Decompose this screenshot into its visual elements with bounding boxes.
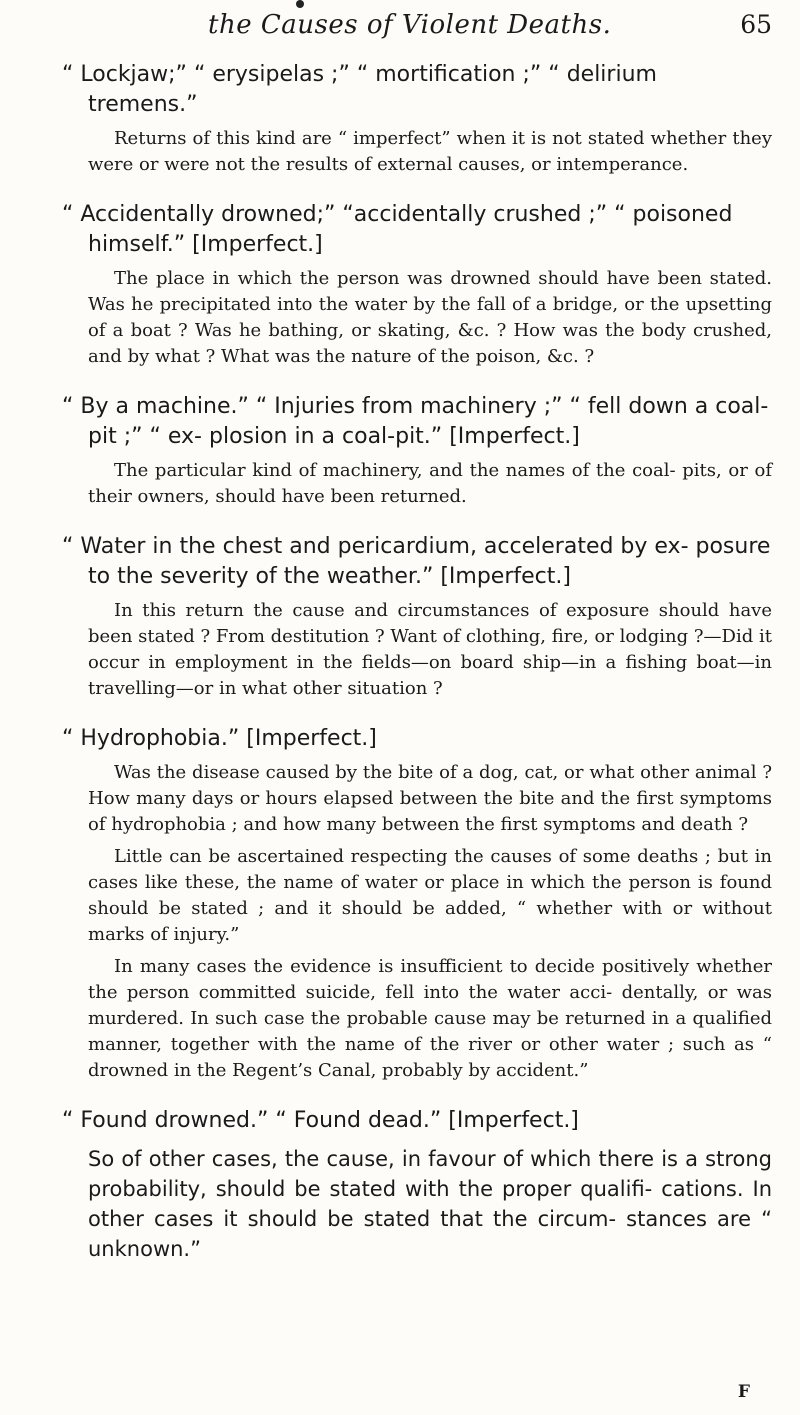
entry-note: In this return the cause and circumstances of exposure should have been stated ? From destitution ? Want of clothing, fire, or lodging ?—Did it occur in employment in the fields—on board ship—in a fishing boat—in travelling—or in what other situation ? — [88, 600, 772, 699]
entry-machine — [62, 392, 772, 510]
page-header — [0, 0, 800, 60]
entry-heading: “ Water in the chest and pericardium, accelerated by ex- posure to the severity of the weather.” [Imperfect.] — [62, 534, 771, 589]
entry-heading: “ Hydrophobia.” [Imperfect.] — [62, 726, 377, 751]
paragraph: Little can be ascertained respecting the causes of some deaths ; but in cases like these, the name of water or place in which the person is found should be stated ; and it should be added, “ whether with or without marks of injury.” — [88, 846, 772, 945]
ink-dot — [296, 0, 304, 8]
paragraph: In many cases the evidence is insufficient to decide positively whether the person committed suicide, fell into the water acci- dentally, or was murdered. In such case the probable cause may be returned in a qualified manner, together with the name of the river or other water ; such as “ drowned in the Regent’s Canal, probably by accident.” — [88, 956, 772, 1081]
entry-heading: “ By a machine.” “ Injuries from machinery ;” “ fell down a coal-pit ;” “ ex- plosion in a coal-pit.” [Imperfect.] — [62, 394, 769, 449]
entry-drowned — [62, 200, 772, 370]
entry-note: The place in which the person was drowned should have been stated. Was he precipitated into the water by the fall of a bridge, or the upsetting of a boat ? Was he bathing, or skating, &c. ? How was the body crushed, and by what ? What was the nature of the poison, &c. ? — [88, 268, 772, 367]
entry-note: The particular kind of machinery, and the names of the coal- pits, or of their owners, should have been returned. — [88, 460, 772, 507]
entry-note: Returns of this kind are “ imperfect” when it is not stated whether they were or were not the results of external causes, or intemperance. — [88, 128, 772, 175]
entry-found-drowned — [62, 1106, 772, 1264]
entry-note: Was the disease caused by the bite of a dog, cat, or what other animal ? How many days or hours elapsed between the bite and the first symptoms of hydrophobia ; and how many between the first symptoms and death ? — [88, 762, 772, 835]
body-text — [62, 60, 772, 1286]
page-number: 65 — [740, 10, 772, 39]
entry-heading: “ Accidentally drowned;” “accidentally crushed ;” “ poisoned himself.” [Imperfect.] — [62, 202, 733, 257]
signature-mark: F — [737, 1382, 750, 1402]
closing-paragraph: So of other cases, the cause, in favour of which there is a strong probability, should be stated with the proper qualifi- cations. In other cases it should be stated that the circum- stances are “ unknown.” — [88, 1147, 772, 1261]
entry-lockjaw — [62, 60, 772, 178]
entry-hydrophobia — [62, 724, 772, 1084]
running-head: the Causes of Violent Deaths. — [208, 10, 612, 40]
entry-heading: “ Found drowned.” “ Found dead.” [Imperfect.] — [62, 1108, 579, 1133]
entry-water-chest — [62, 532, 772, 702]
entry-heading: “ Lockjaw;” “ erysipelas ;” “ mortification ;” “ delirium tremens.” — [62, 62, 657, 117]
